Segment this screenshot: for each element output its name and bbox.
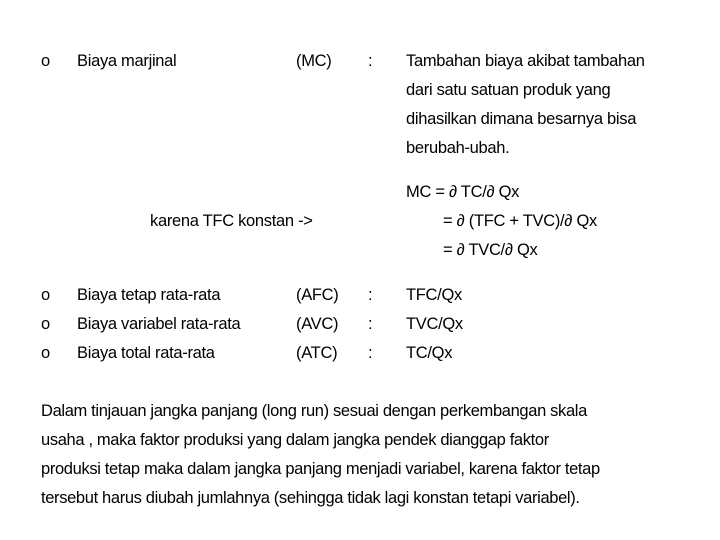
abbr-mc: (MC) — [296, 52, 332, 70]
mc-formula-expanded: = ∂ (TFC + TVC)/∂ Qx — [443, 212, 597, 230]
term-afc: Biaya tetap rata-rata — [77, 286, 221, 304]
paragraph-line: usaha , maka faktor produksi yang dalam jangka pendek dianggap faktor — [41, 431, 549, 449]
formula-avc: TVC/Qx — [406, 315, 463, 333]
colon: : — [368, 286, 373, 304]
bullet-marker: o — [41, 344, 50, 362]
term-atc: Biaya total rata-rata — [77, 344, 215, 362]
term-marginal-cost: Biaya marjinal — [77, 52, 177, 70]
abbr-atc: (ATC) — [296, 344, 338, 362]
mc-desc-line: berubah-ubah. — [406, 139, 510, 157]
colon: : — [368, 52, 373, 70]
paragraph-line: tersebut harus diubah jumlahnya (sehingga tidak lagi konstan tetapi variabel). — [41, 489, 580, 507]
abbr-avc: (AVC) — [296, 315, 339, 333]
colon: : — [368, 315, 373, 333]
mc-formula: MC = ∂ TC/∂ Qx — [406, 183, 520, 201]
bullet-marker: o — [41, 52, 50, 70]
formula-atc: TC/Qx — [406, 344, 453, 362]
mc-formula-simplified: = ∂ TVC/∂ Qx — [443, 241, 538, 259]
colon: : — [368, 344, 373, 362]
abbr-afc: (AFC) — [296, 286, 339, 304]
term-avc: Biaya variabel rata-rata — [77, 315, 241, 333]
bullet-marker: o — [41, 315, 50, 333]
mc-desc-line: dari satu satuan produk yang — [406, 81, 611, 99]
paragraph-line: Dalam tinjauan jangka panjang (long run) sesuai dengan perkembangan skala — [41, 402, 587, 420]
formula-afc: TFC/Qx — [406, 286, 462, 304]
bullet-marker: o — [41, 286, 50, 304]
mc-desc-line: Tambahan biaya akibat tambahan — [406, 52, 645, 70]
mc-desc-line: dihasilkan dimana besarnya bisa — [406, 110, 637, 128]
tfc-constant-note: karena TFC konstan -> — [150, 212, 313, 230]
paragraph-line: produksi tetap maka dalam jangka panjang menjadi variabel, karena faktor tetap — [41, 460, 600, 478]
